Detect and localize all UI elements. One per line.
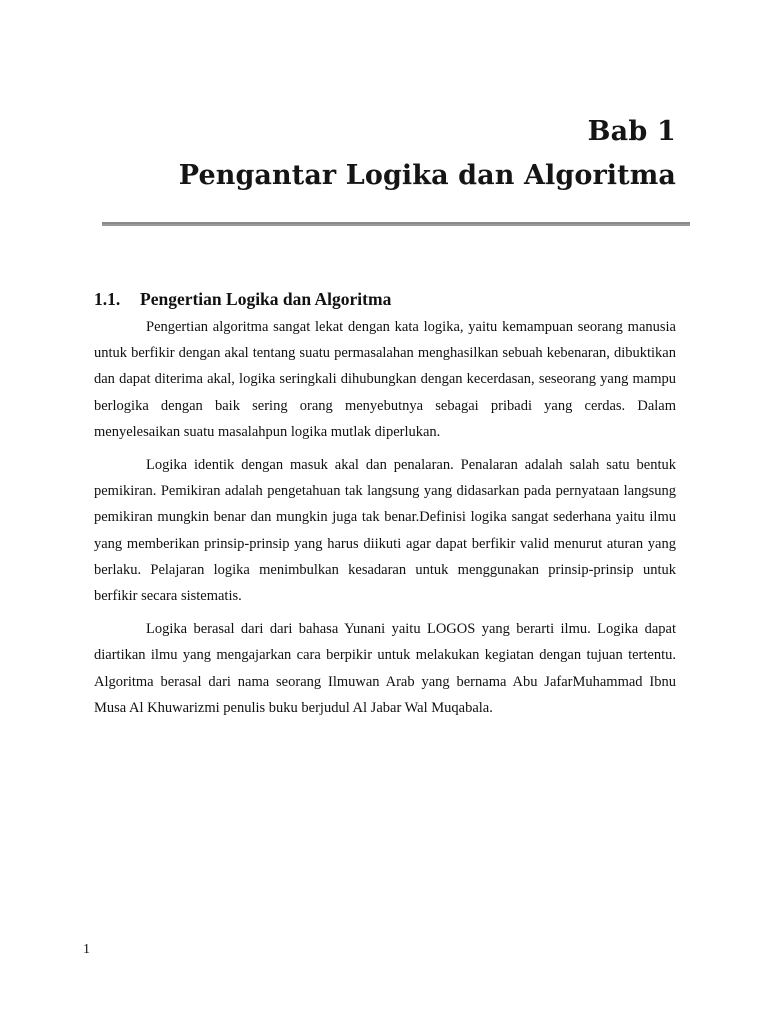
body-text [94, 314, 676, 728]
section-heading [94, 288, 684, 310]
chapter-divider [102, 222, 690, 226]
chapter-number: Bab 1 [587, 116, 676, 147]
section-title: Pengertian Logika dan Algoritma [140, 289, 392, 309]
paragraph-3: Logika berasal dari dari bahasa Yunani yaitu LOGOS yang berarti ilmu. Logika dapat diartikan ilmu yang mengajarkan cara berpikir untuk melakukan kegiatan dengan tujuan tertentu. Algoritma berasal dari nama seorang Ilmuwan Arab yang bernama Abu JafarMuhammad Ibnu Musa Al Khuwarizmi penulis buku berjudul Al Jabar Wal Muqabala. [94, 621, 676, 716]
chapter-header [179, 110, 676, 198]
paragraph-1: Pengertian algoritma sangat lekat dengan kata logika, yaitu kemampuan seorang manusia untuk berfikir dengan akal tentang suatu permasalahan menghasilkan sebuah kebenaran, dibuktikan dan dapat diterima akal, logika seringkali dihubungkan dengan kecerdasan, seseorang yang mampu berlogika dengan baik sering orang menyebutnya sebagai pribadi yang cerdas. Dalam menyelesaikan suatu masalahpun logika mutlak diperlukan. [94, 319, 676, 440]
paragraph-2: Logika identik dengan masuk akal dan penalaran. Penalaran adalah salah satu bentuk pemikiran. Pemikiran adalah pengetahuan tak langsung yang didasarkan pada pernyataan langsung pemikiran mungkin benar dan mungkin juga tak benar.Definisi logika sangat sederhana yaitu ilmu yang memberikan prinsip-prinsip yang harus diikuti agar dapat berfikir valid menurut aturan yang berlaku. Pelajaran logika menimbulkan kesadaran untuk menggunakan prinsip-prinsip untuk berfikir secara sistematis. [94, 457, 676, 605]
page-number: 1 [83, 942, 90, 957]
chapter-title: Pengantar Logika dan Algoritma [178, 160, 676, 191]
section-number: 1.1. [94, 289, 121, 309]
